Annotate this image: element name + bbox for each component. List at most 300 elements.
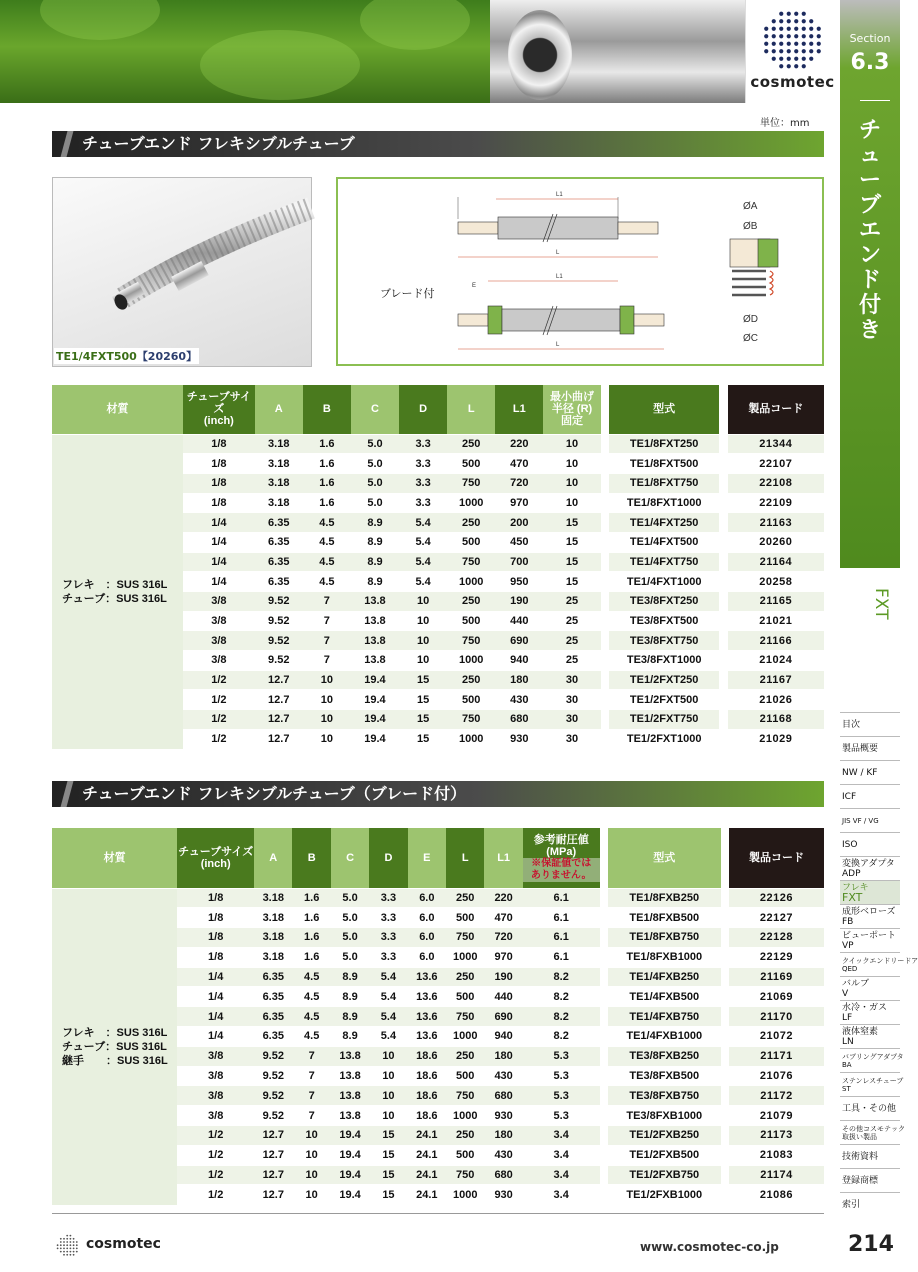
- th2-l: L: [446, 828, 484, 888]
- value-cell: 18.6: [408, 1066, 446, 1086]
- value-cell: 10: [369, 1086, 407, 1106]
- model-cell: TE3/8FXT750: [609, 631, 720, 651]
- side-nav-sublabel: ADP: [842, 868, 861, 879]
- gap-cell: [601, 710, 609, 730]
- side-nav-item[interactable]: [840, 760, 900, 784]
- value-cell: 6.35: [254, 1027, 292, 1047]
- value-cell: 5.0: [331, 947, 369, 967]
- value-cell: 5.4: [369, 1007, 407, 1027]
- value-cell: 5.3: [523, 1046, 600, 1066]
- value-cell: 6.35: [254, 1007, 292, 1027]
- value-cell: 5.4: [369, 987, 407, 1007]
- model-cell: TE3/8FXT250: [609, 592, 720, 612]
- value-cell: 3.4: [523, 1165, 600, 1185]
- value-cell: 19.4: [331, 1185, 369, 1205]
- th2-a: A: [254, 828, 292, 888]
- value-cell: 250: [447, 434, 495, 454]
- diagram-phi-c: ØC: [743, 333, 758, 344]
- product-code-cell: 22107: [728, 454, 824, 474]
- value-cell: 1/2: [183, 729, 255, 749]
- side-nav-item[interactable]: [840, 856, 900, 880]
- value-cell: 1/2: [177, 1145, 254, 1165]
- product-code-cell: 22128: [729, 928, 824, 948]
- value-cell: 6.1: [523, 947, 600, 967]
- value-cell: 3.18: [255, 434, 303, 454]
- value-cell: 3.3: [369, 947, 407, 967]
- th-gap2: [719, 385, 727, 434]
- product-code-cell: 21167: [728, 670, 824, 690]
- side-nav-label: NW / KF: [842, 767, 878, 778]
- th-c: C: [351, 385, 399, 434]
- diagram-phi-a: ØA: [743, 201, 758, 212]
- side-nav-item[interactable]: [840, 712, 900, 736]
- value-cell: 1000: [446, 1027, 484, 1047]
- product-banner-image: [490, 0, 745, 103]
- gap-cell: [719, 651, 727, 671]
- value-cell: 1/2: [183, 690, 255, 710]
- value-cell: 19.4: [351, 690, 399, 710]
- gap-cell: [601, 493, 609, 513]
- value-cell: 13.6: [408, 1007, 446, 1027]
- model-cell: TE1/4FXT500: [609, 532, 720, 552]
- product-code-cell: 21164: [728, 552, 824, 572]
- table-row: [52, 434, 824, 454]
- model-cell: TE1/8FXT1000: [609, 493, 720, 513]
- value-cell: 1.6: [292, 888, 330, 908]
- value-cell: 19.4: [331, 1126, 369, 1146]
- value-cell: 15: [369, 1165, 407, 1185]
- value-cell: 3.3: [369, 928, 407, 948]
- value-cell: 500: [446, 1145, 484, 1165]
- value-cell: 5.0: [351, 454, 399, 474]
- gap-cell: [719, 690, 727, 710]
- th2-pressure-note: ※保証値では ありません。: [523, 858, 600, 882]
- gap-cell: [600, 908, 608, 928]
- material-cell: [52, 888, 177, 1205]
- value-cell: 6.35: [255, 532, 303, 552]
- diagram-phi-b: ØB: [743, 221, 758, 232]
- side-nav-label: 製品概要: [842, 743, 879, 754]
- gap-cell: [600, 1007, 608, 1027]
- value-cell: 970: [495, 493, 543, 513]
- th2-c: C: [331, 828, 369, 888]
- value-cell: 10: [543, 454, 600, 474]
- value-cell: 680: [495, 710, 543, 730]
- value-cell: 1.6: [303, 454, 351, 474]
- value-cell: 12.7: [255, 690, 303, 710]
- value-cell: 5.4: [399, 572, 447, 592]
- value-cell: 7: [292, 1086, 330, 1106]
- side-nav-item[interactable]: [840, 904, 900, 928]
- side-nav-item[interactable]: [840, 976, 900, 1000]
- product-code-cell: 21344: [728, 434, 824, 454]
- value-cell: 8.2: [523, 1007, 600, 1027]
- value-cell: 8.9: [331, 1007, 369, 1027]
- value-cell: 470: [484, 908, 522, 928]
- value-cell: 3.3: [369, 888, 407, 908]
- product-code-cell: 21024: [728, 651, 824, 671]
- value-cell: 750: [447, 552, 495, 572]
- value-cell: 1/8: [177, 888, 254, 908]
- value-cell: 13.8: [331, 1086, 369, 1106]
- dimension-diagram: [336, 177, 824, 366]
- value-cell: 5.4: [369, 1027, 407, 1047]
- value-cell: 7: [292, 1066, 330, 1086]
- value-cell: 500: [446, 1066, 484, 1086]
- th2-d: D: [369, 828, 407, 888]
- value-cell: 9.52: [255, 611, 303, 631]
- material-line: チューブ：SUS 316L: [62, 592, 167, 605]
- value-cell: 25: [543, 631, 600, 651]
- side-nav-item[interactable]: [840, 1096, 900, 1120]
- model-cell: TE1/4FXT250: [609, 513, 720, 533]
- gap-cell: [601, 729, 609, 749]
- value-cell: 220: [484, 888, 522, 908]
- product-code-cell: 22126: [729, 888, 824, 908]
- value-cell: 750: [447, 631, 495, 651]
- section-title-char: ド: [858, 268, 881, 293]
- th-b: B: [303, 385, 351, 434]
- th2-tube-size: チューブサイズ (inch): [177, 828, 254, 888]
- product-code-cell: 21076: [729, 1066, 824, 1086]
- value-cell: 12.7: [255, 670, 303, 690]
- value-cell: 1/4: [177, 967, 254, 987]
- value-cell: 180: [484, 1126, 522, 1146]
- value-cell: 13.8: [331, 1106, 369, 1126]
- value-cell: 1000: [447, 651, 495, 671]
- value-cell: 13.6: [408, 987, 446, 1007]
- value-cell: 10: [303, 690, 351, 710]
- value-cell: 250: [446, 1126, 484, 1146]
- side-nav-item[interactable]: [840, 1168, 900, 1192]
- value-cell: 450: [495, 532, 543, 552]
- value-cell: 19.4: [331, 1145, 369, 1165]
- value-cell: 10: [399, 611, 447, 631]
- value-cell: 3/8: [183, 631, 255, 651]
- side-nav-item[interactable]: [840, 808, 900, 832]
- gap-cell: [721, 1106, 729, 1126]
- gap-cell: [600, 1185, 608, 1205]
- value-cell: 9.52: [254, 1066, 292, 1086]
- value-cell: 6.35: [255, 572, 303, 592]
- value-cell: 5.4: [399, 532, 447, 552]
- value-cell: 7: [303, 631, 351, 651]
- product-code-cell: 21172: [729, 1086, 824, 1106]
- gap-cell: [721, 967, 729, 987]
- footer-divider: [52, 1213, 824, 1214]
- side-nav-item[interactable]: [840, 736, 900, 760]
- value-cell: 1/2: [183, 710, 255, 730]
- product-code-cell: 21029: [728, 729, 824, 749]
- th2-b: B: [292, 828, 330, 888]
- value-cell: 1/4: [183, 513, 255, 533]
- th-code: 製品コード: [728, 385, 824, 434]
- side-nav-item[interactable]: [840, 1144, 900, 1168]
- model-cell: TE3/8FXB750: [608, 1086, 721, 1106]
- value-cell: 250: [447, 592, 495, 612]
- side-nav-label: 技術資料: [842, 1151, 879, 1162]
- value-cell: 8.2: [523, 987, 600, 1007]
- side-nav-sublabel: ST: [842, 1084, 851, 1093]
- gap-cell: [601, 651, 609, 671]
- value-cell: 5.0: [351, 434, 399, 454]
- model-cell: TE1/4FXT1000: [609, 572, 720, 592]
- flexible-tube-photo-icon: [53, 178, 311, 338]
- gap-cell: [600, 987, 608, 1007]
- value-cell: 18.6: [408, 1086, 446, 1106]
- value-cell: 8.2: [523, 1027, 600, 1047]
- gap-cell: [721, 1165, 729, 1185]
- value-cell: 3.18: [255, 454, 303, 474]
- value-cell: 9.52: [254, 1106, 292, 1126]
- material-cell: [52, 434, 183, 749]
- value-cell: 950: [495, 572, 543, 592]
- value-cell: 440: [495, 611, 543, 631]
- gap-cell: [719, 670, 727, 690]
- value-cell: 5.4: [369, 967, 407, 987]
- value-cell: 190: [484, 967, 522, 987]
- side-nav-sublabel: FB: [842, 916, 854, 927]
- value-cell: 1000: [447, 493, 495, 513]
- side-nav-item[interactable]: [840, 928, 900, 952]
- model-cell: TE1/4FXB500: [608, 987, 721, 1007]
- value-cell: 10: [369, 1066, 407, 1086]
- side-nav-item[interactable]: [840, 1120, 905, 1144]
- value-cell: 690: [495, 631, 543, 651]
- th-d: D: [399, 385, 447, 434]
- value-cell: 24.1: [408, 1165, 446, 1185]
- product-code-cell: 21069: [729, 987, 824, 1007]
- gap-cell: [601, 552, 609, 572]
- model-cell: TE1/8FXB250: [608, 888, 721, 908]
- value-cell: 24.1: [408, 1185, 446, 1205]
- value-cell: 8.9: [351, 552, 399, 572]
- side-nav-sublabel: LN: [842, 1036, 854, 1047]
- section-title-char: エ: [858, 218, 881, 243]
- model-cell: TE1/2FXB1000: [608, 1185, 721, 1205]
- model-cell: TE1/2FXB750: [608, 1165, 721, 1185]
- th2-model: 型式: [608, 828, 721, 888]
- model-cell: TE3/8FXT1000: [609, 651, 720, 671]
- value-cell: 3.4: [523, 1126, 600, 1146]
- value-cell: 3.3: [369, 908, 407, 928]
- value-cell: 4.5: [292, 1027, 330, 1047]
- side-nav-label: 目次: [842, 719, 861, 730]
- page-number: 214: [848, 1232, 894, 1257]
- gap-cell: [719, 473, 727, 493]
- side-nav-sublabel: LF: [842, 1012, 853, 1023]
- th2-l1: L1: [484, 828, 522, 888]
- value-cell: 750: [447, 710, 495, 730]
- value-cell: 1.6: [303, 473, 351, 493]
- value-cell: 1/8: [183, 454, 255, 474]
- side-nav-item[interactable]: [840, 1000, 900, 1024]
- product-code-cell: 21174: [729, 1165, 824, 1185]
- value-cell: 750: [447, 473, 495, 493]
- gap-cell: [719, 434, 727, 454]
- model-cell: TE1/2FXT500: [609, 690, 720, 710]
- gap-cell: [600, 928, 608, 948]
- gap-cell: [721, 947, 729, 967]
- product-code-cell: 22108: [728, 473, 824, 493]
- product-code-cell: 21173: [729, 1126, 824, 1146]
- side-nav-item[interactable]: [840, 952, 918, 976]
- value-cell: 3/8: [183, 651, 255, 671]
- side-nav-label: バブリングアダプタ: [842, 1052, 904, 1061]
- value-cell: 30: [543, 690, 600, 710]
- value-cell: 15: [369, 1185, 407, 1205]
- product-code-cell: 20258: [728, 572, 824, 592]
- product-code-cell: 21026: [728, 690, 824, 710]
- value-cell: 1000: [447, 729, 495, 749]
- gap-cell: [719, 513, 727, 533]
- value-cell: 190: [495, 592, 543, 612]
- value-cell: 700: [495, 552, 543, 572]
- value-cell: 680: [484, 1165, 522, 1185]
- gap-cell: [600, 967, 608, 987]
- value-cell: 4.5: [303, 532, 351, 552]
- value-cell: 3/8: [183, 611, 255, 631]
- value-cell: 10: [399, 592, 447, 612]
- value-cell: 690: [484, 1007, 522, 1027]
- side-nav-item[interactable]: [840, 880, 900, 904]
- value-cell: 15: [399, 710, 447, 730]
- value-cell: 5.3: [523, 1106, 600, 1126]
- value-cell: 6.35: [254, 967, 292, 987]
- value-cell: 24.1: [408, 1145, 446, 1165]
- product-code-cell: 21079: [729, 1106, 824, 1126]
- side-nav-label: 索引: [842, 1199, 861, 1210]
- gap-cell: [601, 434, 609, 454]
- side-nav-label: その他コスモテック: [842, 1124, 905, 1133]
- side-nav-label: ICF: [842, 791, 857, 802]
- gap-cell: [721, 1027, 729, 1047]
- product-code-cell: 21166: [728, 631, 824, 651]
- product-code-cell: 21083: [729, 1145, 824, 1165]
- gap-cell: [721, 1086, 729, 1106]
- gap-cell: [601, 631, 609, 651]
- value-cell: 4.5: [292, 987, 330, 1007]
- value-cell: 13.8: [331, 1046, 369, 1066]
- value-cell: 6.0: [408, 908, 446, 928]
- th2-gap: [600, 828, 608, 888]
- model-cell: TE1/8FXT750: [609, 473, 720, 493]
- value-cell: 720: [495, 473, 543, 493]
- product-code-cell: 21170: [729, 1007, 824, 1027]
- model-cell: TE1/4FXB250: [608, 967, 721, 987]
- diagram-phi-d: ØD: [743, 314, 758, 325]
- side-nav-sublabel: 取扱い製品: [842, 1132, 877, 1141]
- value-cell: 250: [447, 513, 495, 533]
- gap-cell: [600, 1165, 608, 1185]
- product-code-cell: 21165: [728, 592, 824, 612]
- side-nav-item[interactable]: [840, 1024, 900, 1048]
- value-cell: 750: [446, 1086, 484, 1106]
- section2-title: チューブエンド フレキシブルチューブ（ブレード付）: [52, 781, 824, 807]
- value-cell: 250: [447, 670, 495, 690]
- material-line: フレキ ：SUS 316L: [62, 1026, 168, 1039]
- side-nav-sublabel: VP: [842, 940, 854, 951]
- value-cell: 5.4: [399, 552, 447, 572]
- th-l: L: [447, 385, 495, 434]
- gap-cell: [601, 572, 609, 592]
- value-cell: 18.6: [408, 1046, 446, 1066]
- side-nav-item[interactable]: [840, 832, 900, 856]
- value-cell: 1/2: [177, 1126, 254, 1146]
- product-code-cell: 21086: [729, 1185, 824, 1205]
- side-nav-item[interactable]: [840, 784, 900, 808]
- value-cell: 10: [543, 493, 600, 513]
- gap-cell: [721, 1046, 729, 1066]
- table-row: [52, 888, 824, 908]
- model-cell: TE1/4FXB1000: [608, 1027, 721, 1047]
- th2-pressure: [523, 828, 600, 888]
- section1-title: チューブエンド フレキシブルチューブ: [52, 131, 824, 157]
- value-cell: 12.7: [254, 1126, 292, 1146]
- model-cell: TE1/2FXB250: [608, 1126, 721, 1146]
- value-cell: 940: [484, 1027, 522, 1047]
- value-cell: 1000: [447, 572, 495, 592]
- value-cell: 180: [495, 670, 543, 690]
- value-cell: 15: [399, 729, 447, 749]
- gap-cell: [601, 611, 609, 631]
- model-cell: TE1/8FXB500: [608, 908, 721, 928]
- value-cell: 5.3: [523, 1066, 600, 1086]
- product-code-cell: 22127: [729, 908, 824, 928]
- value-cell: 3/8: [177, 1066, 254, 1086]
- gap-cell: [600, 1086, 608, 1106]
- side-nav-label: 液体窒素: [842, 1026, 879, 1037]
- product-code-cell: 21169: [729, 967, 824, 987]
- side-nav-item[interactable]: [840, 1048, 904, 1072]
- gap-cell: [601, 513, 609, 533]
- value-cell: 10: [399, 651, 447, 671]
- value-cell: 10: [292, 1145, 330, 1165]
- side-nav-item[interactable]: [840, 1072, 904, 1096]
- value-cell: 12.7: [254, 1165, 292, 1185]
- th-tube-size: チューブサイズ (inch): [183, 385, 255, 434]
- product-code-cell: 21163: [728, 513, 824, 533]
- side-nav-sublabel: V: [842, 988, 849, 999]
- value-cell: 680: [484, 1086, 522, 1106]
- product-code-cell: 21168: [728, 710, 824, 730]
- value-cell: 8.9: [331, 1027, 369, 1047]
- section-title-char: チ: [858, 118, 881, 143]
- value-cell: 1/8: [177, 928, 254, 948]
- gap-cell: [721, 1126, 729, 1146]
- table-flexible-tube: [52, 385, 824, 749]
- value-cell: 15: [369, 1126, 407, 1146]
- footer-url[interactable]: www.cosmotec-co.jp: [640, 1240, 779, 1254]
- value-cell: 430: [484, 1066, 522, 1086]
- value-cell: 7: [303, 592, 351, 612]
- value-cell: 9.52: [254, 1046, 292, 1066]
- th2-material: 材質: [52, 828, 177, 888]
- value-cell: 200: [495, 513, 543, 533]
- value-cell: 3.3: [399, 473, 447, 493]
- gap-cell: [721, 888, 729, 908]
- value-cell: 10: [292, 1185, 330, 1205]
- value-cell: 3.4: [523, 1185, 600, 1205]
- value-cell: 8.9: [351, 513, 399, 533]
- value-cell: 3/8: [177, 1046, 254, 1066]
- value-cell: 12.7: [255, 710, 303, 730]
- th2-gap2: [721, 828, 729, 888]
- side-nav-item[interactable]: [840, 1192, 900, 1216]
- side-nav-label: クイックエンドリードア: [842, 956, 918, 965]
- value-cell: 12.7: [255, 729, 303, 749]
- side-nav-label: JIS VF / VG: [842, 816, 879, 825]
